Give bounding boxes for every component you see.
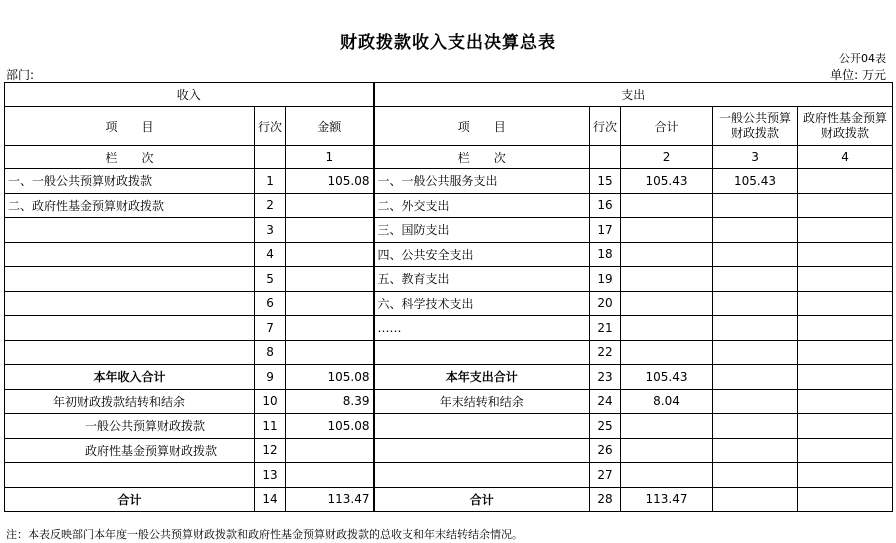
income-item: 年初财政拨款结转和结余	[5, 389, 255, 414]
expense-total	[621, 316, 713, 341]
income-amount: 8.39	[286, 389, 374, 414]
income-row-no: 8	[255, 340, 286, 365]
expense-item: 年末结转和结余	[374, 389, 590, 414]
income-item: 本年收入合计	[5, 365, 255, 390]
income-item: 政府性基金预算财政拨款	[5, 438, 255, 463]
expense-gov-fund	[798, 218, 893, 243]
expense-row-no-header: 行次	[590, 107, 621, 146]
expense-gov-fund	[798, 193, 893, 218]
expense-total: 105.43	[621, 169, 713, 194]
expense-general-budget	[713, 218, 798, 243]
table-row	[5, 340, 893, 365]
expense-item: 本年支出合计	[374, 365, 590, 390]
expense-total	[621, 438, 713, 463]
income-amount	[286, 242, 374, 267]
expense-item: 二、外交支出	[374, 193, 590, 218]
column-label: 栏 次	[5, 146, 255, 169]
expense-row-no: 21	[590, 316, 621, 341]
income-row-no: 7	[255, 316, 286, 341]
expense-row-no: 26	[590, 438, 621, 463]
income-row-no: 1	[255, 169, 286, 194]
expense-total	[621, 340, 713, 365]
expense-general-budget	[713, 291, 798, 316]
expense-row-no: 18	[590, 242, 621, 267]
expense-item: ……	[374, 316, 590, 341]
expense-gov-fund	[798, 414, 893, 439]
income-row-no: 3	[255, 218, 286, 243]
income-amount: 105.08	[286, 169, 374, 194]
income-item	[5, 242, 255, 267]
income-amount	[286, 316, 374, 341]
expense-row-no: 16	[590, 193, 621, 218]
expense-gov-fund	[798, 340, 893, 365]
column-label-2: 栏 次	[374, 146, 590, 169]
expense-general-budget	[713, 193, 798, 218]
expense-row-no: 20	[590, 291, 621, 316]
table-row	[5, 291, 893, 316]
table-row	[5, 193, 893, 218]
table-row	[5, 389, 893, 414]
expense-gov-fund	[798, 169, 893, 194]
expense-total	[621, 218, 713, 243]
income-amount	[286, 291, 374, 316]
expense-total: 8.04	[621, 389, 713, 414]
expense-total	[621, 242, 713, 267]
expense-gov-fund	[798, 487, 893, 512]
empty-cell	[590, 146, 621, 169]
income-row-no: 13	[255, 463, 286, 488]
table-row	[5, 169, 893, 194]
general-budget-header: 一般公共预算财政拨款	[713, 107, 798, 146]
expense-total: 105.43	[621, 365, 713, 390]
expense-total-header: 合计	[621, 107, 713, 146]
income-amount: 113.47	[286, 487, 374, 512]
income-amount: 105.08	[286, 414, 374, 439]
expense-total	[621, 414, 713, 439]
expense-header: 支出	[374, 83, 893, 107]
expense-item	[374, 340, 590, 365]
income-row-no: 11	[255, 414, 286, 439]
income-row-no-header: 行次	[255, 107, 286, 146]
table-row	[5, 316, 893, 341]
expense-total	[621, 267, 713, 292]
header-row-section	[5, 83, 893, 107]
expense-general-budget	[713, 267, 798, 292]
table-row	[5, 438, 893, 463]
expense-gov-fund	[798, 438, 893, 463]
unit-label: 单位: 万元	[830, 68, 886, 82]
expense-item	[374, 438, 590, 463]
page-title: 财政拨款收入支出决算总表	[340, 33, 556, 53]
income-item: 一般公共预算财政拨款	[5, 414, 255, 439]
income-item	[5, 291, 255, 316]
income-item	[5, 463, 255, 488]
income-row-no: 9	[255, 365, 286, 390]
expense-item: 一、一般公共服务支出	[374, 169, 590, 194]
expense-total	[621, 463, 713, 488]
table-row	[5, 487, 893, 512]
income-amount	[286, 438, 374, 463]
expense-general-budget	[713, 463, 798, 488]
header-row-numbers	[5, 146, 893, 169]
expense-row-no: 23	[590, 365, 621, 390]
expense-total: 113.47	[621, 487, 713, 512]
expense-general-budget	[713, 340, 798, 365]
table-row	[5, 365, 893, 390]
expense-gov-fund	[798, 291, 893, 316]
col-number-2: 2	[621, 146, 713, 169]
table-row	[5, 414, 893, 439]
expense-general-budget	[713, 365, 798, 390]
col-number-3: 3	[713, 146, 798, 169]
expense-gov-fund	[798, 316, 893, 341]
income-item: 合计	[5, 487, 255, 512]
expense-gov-fund	[798, 389, 893, 414]
expense-row-no: 25	[590, 414, 621, 439]
gov-fund-header: 政府性基金预算财政拨款	[798, 107, 893, 146]
expense-general-budget	[713, 438, 798, 463]
income-amount	[286, 193, 374, 218]
income-row-no: 6	[255, 291, 286, 316]
income-item	[5, 267, 255, 292]
col-number-1: 1	[286, 146, 374, 169]
income-amount-header: 金额	[286, 107, 374, 146]
expense-gov-fund	[798, 365, 893, 390]
expense-item	[374, 463, 590, 488]
expense-row-no: 15	[590, 169, 621, 194]
expense-gov-fund	[798, 267, 893, 292]
expense-general-budget	[713, 414, 798, 439]
expense-row-no: 28	[590, 487, 621, 512]
income-item	[5, 340, 255, 365]
table-row	[5, 218, 893, 243]
expense-row-no: 22	[590, 340, 621, 365]
department-label: 部门:	[6, 68, 35, 82]
expense-general-budget	[713, 316, 798, 341]
footnote: 注：本表反映部门本年度一般公共预算财政拨款和政府性基金预算财政拨款的总收支和年末结转结余情况。	[6, 528, 523, 541]
income-amount	[286, 340, 374, 365]
expense-item: 六、科学技术支出	[374, 291, 590, 316]
expense-general-budget	[713, 389, 798, 414]
income-row-no: 5	[255, 267, 286, 292]
form-number: 公开04表	[839, 52, 886, 65]
table-row	[5, 242, 893, 267]
header-row-columns	[5, 107, 893, 146]
expense-gov-fund	[798, 242, 893, 267]
table-row	[5, 267, 893, 292]
expense-total	[621, 291, 713, 316]
income-item	[5, 316, 255, 341]
expense-gov-fund	[798, 463, 893, 488]
expense-general-budget: 105.43	[713, 169, 798, 194]
income-amount	[286, 218, 374, 243]
income-amount	[286, 463, 374, 488]
empty-cell	[255, 146, 286, 169]
expense-general-budget	[713, 487, 798, 512]
income-amount	[286, 267, 374, 292]
expense-item: 三、国防支出	[374, 218, 590, 243]
income-item-header: 项 目	[5, 107, 255, 146]
budget-table	[4, 82, 893, 512]
expense-item: 五、教育支出	[374, 267, 590, 292]
expense-row-no: 24	[590, 389, 621, 414]
income-item: 二、政府性基金预算财政拨款	[5, 193, 255, 218]
income-row-no: 14	[255, 487, 286, 512]
income-row-no: 12	[255, 438, 286, 463]
expense-general-budget	[713, 242, 798, 267]
income-row-no: 4	[255, 242, 286, 267]
income-header: 收入	[5, 83, 374, 107]
income-row-no: 10	[255, 389, 286, 414]
expense-row-no: 17	[590, 218, 621, 243]
col-number-4: 4	[798, 146, 893, 169]
income-amount: 105.08	[286, 365, 374, 390]
expense-row-no: 27	[590, 463, 621, 488]
expense-total	[621, 193, 713, 218]
expense-item	[374, 414, 590, 439]
expense-item: 合计	[374, 487, 590, 512]
income-item: 一、一般公共预算财政拨款	[5, 169, 255, 194]
expense-item: 四、公共安全支出	[374, 242, 590, 267]
income-row-no: 2	[255, 193, 286, 218]
expense-item-header: 项 目	[374, 107, 590, 146]
expense-row-no: 19	[590, 267, 621, 292]
income-item	[5, 218, 255, 243]
table-row	[5, 463, 893, 488]
